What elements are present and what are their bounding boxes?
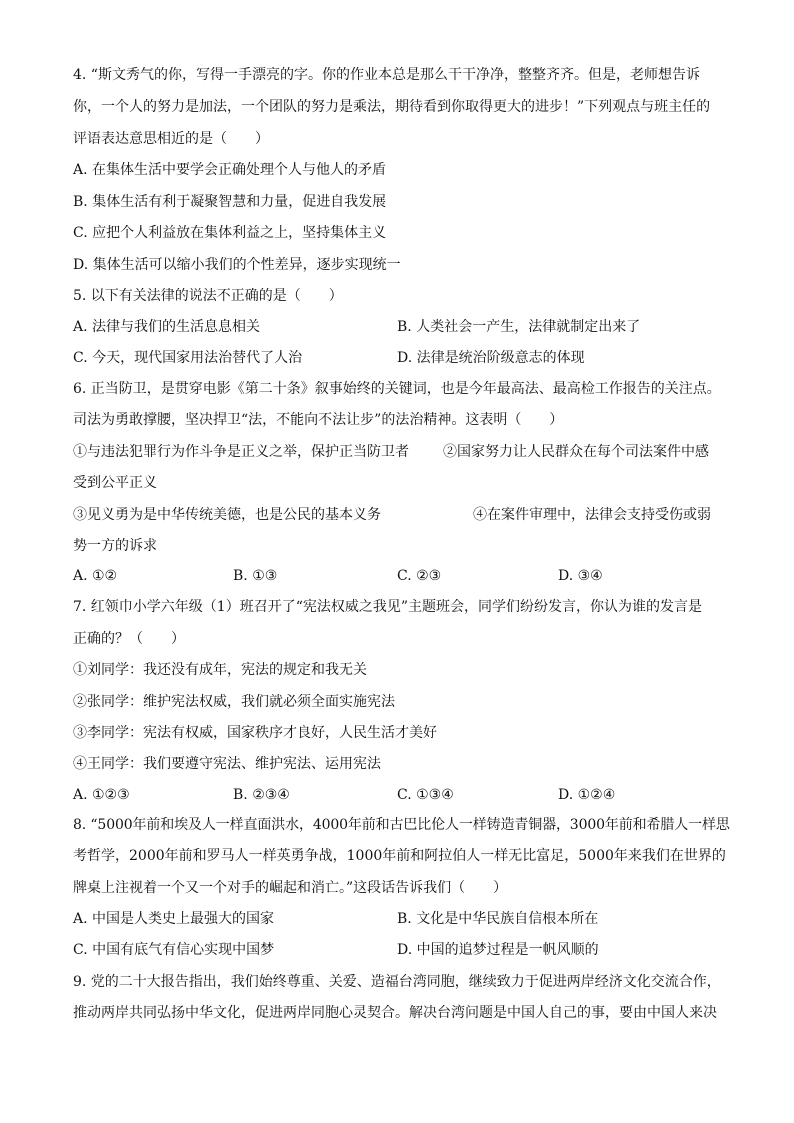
question-7-item-3: ③李同学：宪法有权威，国家秩序才良好，人民生活才美好 — [73, 725, 437, 741]
question-8-option-c: C. 中国有底气有信心实现中国梦 — [73, 942, 275, 958]
question-7-item-2: ②张同学：维护宪法权威，我们就必须全面实施宪法 — [73, 694, 395, 710]
question-4-stem-line: 你，一个人的努力是加法，一个团队的努力是乘法，期待看到你取得更大的进步！”下列观点与班主任的 — [73, 99, 711, 115]
question-6-item-4-cont: 势一方的诉求 — [73, 538, 157, 554]
question-6-item-2: ②国家努力让人民群众在每个司法案件中感 — [443, 444, 709, 460]
question-6-item-2-cont: 受到公平正义 — [73, 475, 157, 491]
question-7-option-d: D. ①②④ — [558, 787, 616, 803]
question-5-stem: 5. 以下有关法律的说法不正确的是（ ） — [73, 288, 343, 304]
question-7-option-a: A. ①②③ — [73, 787, 130, 803]
question-5-option-b: B. 人类社会一产生，法律就制定出来了 — [397, 319, 641, 335]
question-6-option-b: B. ①③ — [233, 568, 278, 584]
question-6-item-4: ④在案件审理中，法律会支持受伤或弱 — [473, 507, 711, 523]
question-8-stem-line: 牌桌上注视着一个又一个对手的崛起和消亡。”这段话告诉我们（ ） — [73, 880, 508, 896]
question-9-stem-line: 推动两岸共同弘扬中华文化，促进两岸同胞心灵契合。解决台湾问题是中国人自己的事，要由中国人来决 — [73, 1005, 717, 1021]
question-4-stem-line: 4. “斯文秀气的你，写得一手漂亮的字。你的作业本总是那么干干净净，整整齐齐。但是，老师想告诉 — [73, 67, 700, 83]
question-5-option-c: C. 今天，现代国家用法治替代了人治 — [73, 350, 303, 366]
question-9-stem-line: 9. 党的二十大报告指出，我们始终尊重、关爱、造福台湾同胞，继续致力于促进两岸经济文化交流合作， — [73, 974, 721, 990]
question-8-stem-line: 8. “5000年前和埃及人一样直面洪水，4000年前和古巴比伦人一样铸造青铜器，3000年前和希腊人一样思 — [73, 817, 730, 833]
question-4-option-c: C. 应把个人利益放在集体利益之上，坚持集体主义 — [73, 225, 387, 241]
question-4-option-d: D. 集体生活可以缩小我们的个性差异，逐步实现统一 — [73, 257, 401, 273]
question-7-option-c: C. ①③④ — [397, 787, 454, 803]
question-6-stem-line: 司法为勇敢撑腰，坚决捍卫“法，不能向不法让步”的法治精神。这表明（ ） — [73, 412, 564, 428]
question-5-option-d: D. 法律是统治阶级意志的体现 — [397, 350, 585, 366]
question-4-stem-line: 评语表达意思相近的是（ ） — [73, 131, 269, 147]
question-7-stem-line: 正确的？（ ） — [73, 631, 185, 647]
question-6-item-3: ③见义勇为是中华传统美德，也是公民的基本义务 — [73, 507, 381, 523]
question-7-stem-line: 7. 红领巾小学六年级（1）班召开了“宪法权威之我见”主题班会，同学们纷纷发言，你认为谁的发言是 — [73, 599, 703, 615]
question-8-option-a: A. 中国是人类史上最强大的国家 — [73, 911, 275, 927]
question-6-stem-line: 6. 正当防卫，是贯穿电影《第二十条》叙事始终的关键词，也是今年最高法、最高检工作报告的关注点。 — [73, 381, 721, 397]
question-4-option-a: A. 在集体生活中要学会正确处理个人与他人的矛盾 — [73, 162, 387, 178]
question-6-item-1: ①与违法犯罪行为作斗争是正义之举，保护正当防卫者 — [73, 444, 409, 460]
question-8-stem-line: 考哲学，2000年前和罗马人一样英勇争战，1000年前和阿拉伯人一样无比富足，5000年来我们在世界的 — [73, 848, 726, 864]
question-7-item-4: ④王同学：我们要遵守宪法、维护宪法、运用宪法 — [73, 756, 381, 772]
question-5-option-a: A. 法律与我们的生活息息相关 — [73, 319, 261, 335]
question-4-option-b: B. 集体生活有利于凝聚智慧和力量，促进自我发展 — [73, 194, 387, 210]
question-6-option-c: C. ②③ — [397, 568, 442, 584]
question-7-option-b: B. ②③④ — [233, 787, 290, 803]
question-6-option-a: A. ①② — [73, 568, 118, 584]
question-7-item-1: ①刘同学：我还没有成年，宪法的规定和我无关 — [73, 662, 367, 678]
question-8-option-d: D. 中国的追梦过程是一帆风顺的 — [397, 942, 599, 958]
question-6-option-d: D. ③④ — [558, 568, 603, 584]
question-8-option-b: B. 文化是中华民族自信根本所在 — [397, 911, 599, 927]
